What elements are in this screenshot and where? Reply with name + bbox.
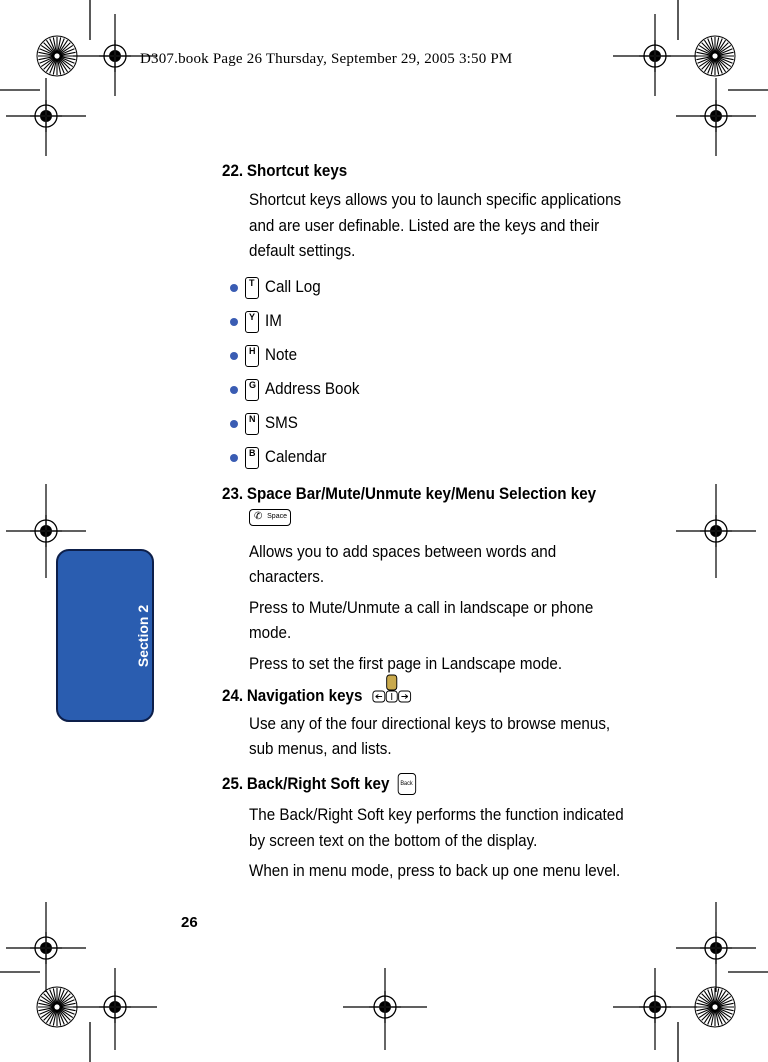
- b-key-icon: B: [245, 447, 259, 469]
- list-item: [222, 305, 652, 339]
- list-item: [222, 339, 652, 373]
- item-22-title: [222, 160, 618, 182]
- file-info-header: D307.book Page 26 Thursday, September 29, 2005 3:50 PM: [140, 51, 513, 67]
- space-description-3: Press to set the first page in Landscape mode.: [249, 654, 563, 673]
- shortcut-label: Address Book: [265, 380, 360, 398]
- item-25-title: [222, 773, 618, 796]
- item-22-number: 22.: [222, 162, 244, 180]
- space-key-label: Space: [267, 512, 287, 520]
- item-25-heading: Back/Right Soft key: [246, 774, 390, 793]
- back-description-1: The Back/Right Soft key performs the function indicated by screen text on the bottom of the display.: [249, 806, 624, 850]
- page-number: 26: [181, 914, 198, 931]
- shortcut-description: Shortcut keys allows you to launch specific applications and are user definable. Listed are the keys and their default settings.: [249, 191, 622, 260]
- item-25-number: 25.: [222, 774, 244, 793]
- space-key-icon: ✆ Space: [249, 509, 291, 526]
- space-description-1: Allows you to add spaces between words and characters.: [249, 542, 557, 586]
- navigation-keys-icon: [370, 674, 414, 708]
- bullet-icon: [230, 420, 238, 428]
- space-description-2: Press to Mute/Unmute a call in landscape or phone mode.: [249, 598, 594, 642]
- list-item: [222, 373, 652, 407]
- item-24-heading: Navigation keys: [246, 687, 363, 705]
- item-24-title: [222, 685, 618, 708]
- list-item: [222, 407, 652, 441]
- n-key-icon: N: [245, 413, 259, 435]
- list-item: [222, 441, 652, 475]
- bullet-icon: [230, 454, 238, 462]
- back-key-icon: Back: [397, 773, 415, 795]
- back-description-2: When in menu mode, press to back up one menu level.: [249, 862, 621, 881]
- item-23-heading: Space Bar/Mute/Unmute key/Menu Selection key: [246, 484, 597, 503]
- bullet-icon: [230, 318, 238, 326]
- nav-description: Use any of the four directional keys to browse menus, sub menus, and lists.: [249, 714, 611, 759]
- section-tab: [56, 549, 154, 722]
- g-key-icon: G: [245, 379, 259, 401]
- shortcut-list: [222, 271, 652, 475]
- item-22-heading: Shortcut keys: [246, 162, 348, 180]
- item-24-number: 24.: [222, 687, 244, 705]
- y-key-icon: Y: [245, 311, 259, 333]
- space-key-row: [249, 509, 652, 531]
- bullet-icon: [230, 386, 238, 394]
- t-key-icon: T: [245, 277, 259, 299]
- bullet-icon: [230, 284, 238, 292]
- shortcut-label: SMS: [265, 414, 298, 432]
- item-23-number: 23.: [222, 484, 244, 503]
- shortcut-label: Calendar: [265, 448, 327, 466]
- shortcut-label: Note: [265, 346, 298, 364]
- page-content: [222, 160, 652, 885]
- list-item: [222, 271, 652, 305]
- shortcut-label: Call Log: [265, 278, 321, 296]
- item-23-title: [222, 483, 618, 505]
- shortcut-label: IM: [265, 312, 282, 330]
- bullet-icon: [230, 352, 238, 360]
- section-tab-label: Section 2: [135, 604, 151, 667]
- h-key-icon: H: [245, 345, 259, 367]
